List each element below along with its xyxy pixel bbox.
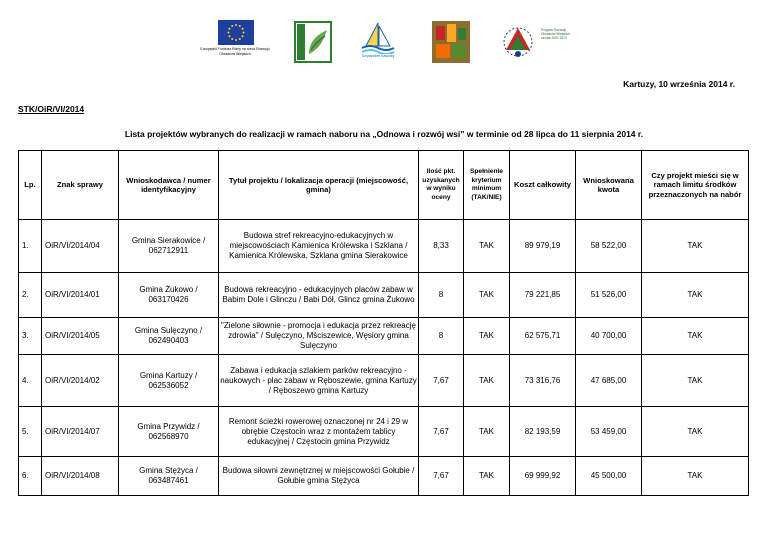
cell-minimum: TAK [464, 273, 510, 318]
cell-amount: 47 685,00 [576, 355, 642, 407]
cell-amount: 45 500,00 [576, 457, 642, 496]
col-header: Wnioskodawca / numer identyfikacyjny [119, 151, 219, 220]
cell-amount: 40 700,00 [576, 318, 642, 355]
cell-case-number: OiR/VI/2014/07 [42, 407, 119, 457]
cell-applicant: Gmina Sierakowice / 062712911 [119, 220, 219, 273]
projects-table [18, 150, 749, 496]
cell-points: 7,67 [419, 355, 464, 407]
turystyczne-kaszuby-logo [358, 20, 398, 64]
col-header: Znak sprawy [42, 151, 119, 220]
cell-project-title: "Zielone siłownie - promocja i edukacja przez rekreację zdrowia" / Sulęczyno, Mściszewice, Węsiory gmina Sulęczyno [219, 318, 419, 355]
cell-project-title: Zabawa i edukacja szlakiem parków rekreacyjno - naukowych - plac zabaw w Ręboszewie, gmina Kartuzy / Ręboszewo gmina Kartuzy [219, 355, 419, 407]
cell-amount: 58 522,00 [576, 220, 642, 273]
cell-limit: TAK [642, 220, 749, 273]
cell-lp: 5. [19, 407, 42, 457]
cell-amount: 53 459,00 [576, 407, 642, 457]
eu-flag-icon [218, 20, 254, 45]
col-header: Koszt całkowity [510, 151, 576, 220]
cell-case-number: OiR/VI/2014/05 [42, 318, 119, 355]
cell-case-number: OiR/VI/2014/02 [42, 355, 119, 407]
cell-case-number: OiR/VI/2014/04 [42, 220, 119, 273]
cell-project-title: Budowa stref rekreacyjno-edukacyjnych w miejscowościach Kamienica Królewska i Szklana / Kamienica Królewska, Szklana gmina Sierakowice [219, 220, 419, 273]
col-header: Spełnienie kryterium minimum (TAK/NIE) [464, 151, 510, 220]
document-date: Kartuzy, 10 września 2014 r. [623, 79, 735, 89]
col-header: Czy projekt mieści się w ramach limitu środków przeznaczonych na nabór [642, 151, 749, 220]
table-row [19, 318, 749, 355]
eu-caption: Europejski Fundusz Rolny na rzecz Rozwoju Obszarów Wiejskich [200, 47, 270, 56]
reference-number: STK/OiR/VI/2014 [18, 104, 85, 114]
tourism-caption: Turystyczne Kaszuby [361, 54, 395, 58]
prow-logo [496, 20, 571, 64]
cell-project-title: Budowa siłowni zewnętrznej w miejscowości Gołubie / Gołubie gmina Stężyca [219, 457, 419, 496]
cell-points: 8 [419, 273, 464, 318]
leader-logo [293, 20, 333, 64]
cell-limit: TAK [642, 355, 749, 407]
cell-applicant: Gmina Stężyca / 063487461 [119, 457, 219, 496]
cell-lp: 4. [19, 355, 42, 407]
cell-project-title: Budowa rekreacyjno - edukacyjnych placów zabaw w Babim Dole i Glinczu / Babi Dół, Glincz gmina Żukowo [219, 273, 419, 318]
cell-points: 7,67 [419, 457, 464, 496]
cell-limit: TAK [642, 407, 749, 457]
cell-limit: TAK [642, 318, 749, 355]
cell-limit: TAK [642, 457, 749, 496]
table-row [19, 407, 749, 457]
cell-applicant: Gmina Przywidz / 062568970 [119, 407, 219, 457]
table-header-row [19, 151, 749, 220]
table-row [19, 457, 749, 496]
cell-cost: 69 999,92 [510, 457, 576, 496]
cell-case-number: OiR/VI/2014/01 [42, 273, 119, 318]
col-header: Wnioskowana kwota [576, 151, 642, 220]
cell-amount: 51 526,00 [576, 273, 642, 318]
col-header: Tytuł projektu / lokalizacja operacji (miejscowość, gmina) [219, 151, 419, 220]
cell-applicant: Gmina Sulęczyno / 062490403 [119, 318, 219, 355]
cell-limit: TAK [642, 273, 749, 318]
cell-minimum: TAK [464, 407, 510, 457]
cell-points: 8 [419, 318, 464, 355]
cell-points: 8,33 [419, 220, 464, 273]
col-header: Ilość pkt. uzyskanych w wyniku oceny [419, 151, 464, 220]
col-header: Lp. [19, 151, 42, 220]
cell-applicant: Gmina Żukowo / 063170426 [119, 273, 219, 318]
logo-strip [200, 20, 570, 65]
cell-cost: 73 316,76 [510, 355, 576, 407]
cell-cost: 82 193,59 [510, 407, 576, 457]
cell-case-number: OiR/VI/2014/08 [42, 457, 119, 496]
cell-cost: 79 221,85 [510, 273, 576, 318]
cell-applicant: Gmina Kartuzy / 062536052 [119, 355, 219, 407]
cell-lp: 2. [19, 273, 42, 318]
cell-cost: 89 979,19 [510, 220, 576, 273]
lgd-logo [431, 20, 471, 64]
cell-lp: 3. [19, 318, 42, 355]
document-title: Lista projektów wybranych do realizacji w ramach naboru na „Odnowa i rozwój wsi” w terminie od 28 lipca do 11 sierpnia 2014 r. [124, 129, 644, 139]
table-row [19, 220, 749, 273]
cell-minimum: TAK [464, 355, 510, 407]
cell-minimum: TAK [464, 220, 510, 273]
table-row [19, 355, 749, 407]
cell-cost: 62 575,71 [510, 318, 576, 355]
cell-minimum: TAK [464, 318, 510, 355]
cell-points: 7,67 [419, 407, 464, 457]
cell-lp: 1. [19, 220, 42, 273]
cell-lp: 6. [19, 457, 42, 496]
table-row [19, 273, 749, 318]
cell-minimum: TAK [464, 457, 510, 496]
prow-caption: Program Rozwoju Obszarów Wiejskich na lata 2007-2013 [541, 28, 570, 40]
cell-project-title: Remont ścieżki rowerowej oznaczonej nr 24 i 29 w obrębie Częstocin wraz z montażem tablicy edukacyjnej / Częstocin gmina Przywidz [219, 407, 419, 457]
eu-flag-logo [200, 20, 270, 64]
